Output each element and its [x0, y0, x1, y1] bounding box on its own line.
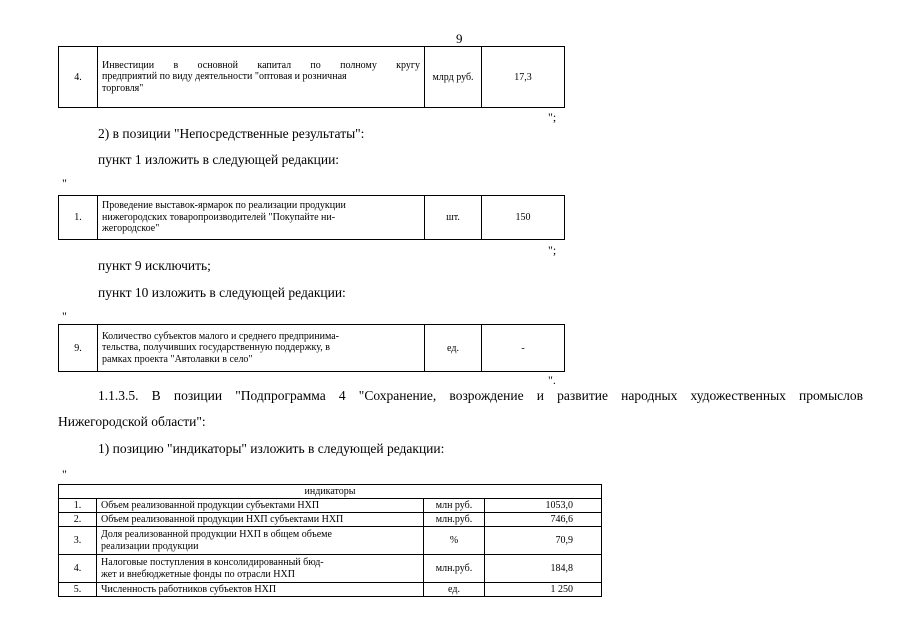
table-row — [59, 583, 602, 597]
paragraph-1-1-3-5-continued: Нижегородской области": — [58, 414, 206, 429]
row-unit: млн.руб. — [424, 513, 485, 527]
row-description — [98, 47, 425, 108]
description-line: рамках проекта "Автолавки в село" — [102, 353, 253, 365]
table-row — [59, 196, 565, 240]
row-value: 1 250 — [485, 583, 602, 597]
row-unit: млн.руб. — [424, 555, 485, 583]
row-number: 3. — [59, 527, 97, 555]
row-description — [97, 555, 424, 583]
indicators-table — [58, 484, 602, 597]
row-number: 4. — [59, 47, 98, 108]
open-quote: " — [62, 309, 67, 323]
table-row — [59, 499, 602, 513]
subjects-table — [58, 324, 565, 372]
row-unit: млрд руб. — [425, 47, 482, 108]
description-line: Налоговые поступления в консолидированный бюд- — [101, 557, 324, 568]
row-value: 746,6 — [485, 513, 602, 527]
row-number: 9. — [59, 325, 98, 372]
row-unit: ед. — [424, 583, 485, 597]
table-row — [59, 513, 602, 527]
row-description: Объем реализованной продукции НХП субъектами НХП — [97, 513, 424, 527]
table-row — [59, 527, 602, 555]
table-row — [59, 47, 565, 108]
row-description — [97, 527, 424, 555]
indicators-header: индикаторы — [59, 485, 602, 499]
description-line: Доля реализованной продукции НХП в общем объеме — [101, 529, 332, 540]
row-value: 70,9 — [485, 527, 602, 555]
row-value: 184,8 — [485, 555, 602, 583]
row-value: 1053,0 — [485, 499, 602, 513]
table-row — [59, 555, 602, 583]
open-quote: " — [62, 467, 67, 481]
row-description — [98, 196, 425, 240]
description-line: Инвестиции в основной капитал по полному кругу — [102, 59, 420, 71]
close-quote: "; — [548, 110, 557, 124]
row-value: - — [482, 325, 565, 372]
description-line: жегородское" — [102, 223, 160, 235]
paragraph-indicators: 1) позицию "индикаторы" изложить в следующей редакции: — [98, 441, 445, 456]
table-header-row — [59, 485, 602, 499]
row-unit: ед. — [425, 325, 482, 372]
row-number: 4. — [59, 555, 97, 583]
row-unit: % — [424, 527, 485, 555]
row-value: 17,3 — [482, 47, 565, 108]
investments-table — [58, 46, 565, 108]
description-line: реализации продукции — [101, 540, 199, 552]
open-quote: " — [62, 176, 67, 190]
row-number: 1. — [59, 499, 97, 513]
row-description — [98, 325, 425, 372]
paragraph-item-10: пункт 10 изложить в следующей редакции: — [98, 285, 346, 300]
row-number: 1. — [59, 196, 98, 240]
fairs-table — [58, 195, 565, 240]
row-description: Объем реализованной продукции субъектами НХП — [97, 499, 424, 513]
description-line: Количество субъектов малого и среднего предпринима- — [102, 330, 340, 342]
row-number: 5. — [59, 583, 97, 597]
paragraph-direct-results: 2) в позиции "Непосредственные результаты": — [98, 126, 365, 141]
paragraph-item-1: пункт 1 изложить в следующей редакции: — [98, 152, 340, 167]
table-row — [59, 325, 565, 372]
close-quote: ". — [548, 373, 556, 387]
row-value: 150 — [482, 196, 565, 240]
description-line: Проведение выставок-ярмарок по реализации продукции — [102, 200, 346, 212]
row-unit: млн руб. — [424, 499, 485, 513]
row-unit: шт. — [425, 196, 482, 240]
description-line: тельства, получивших государственную поддержку, в — [102, 342, 330, 354]
close-quote: "; — [548, 243, 557, 257]
description-line: нижегородских товаропроизводителей "Покупайте ни- — [102, 211, 336, 223]
description-line: предприятий по виду деятельности "оптовая и розничная — [102, 71, 347, 83]
paragraph-item-9: пункт 9 исключить; — [98, 258, 211, 273]
row-number: 2. — [59, 513, 97, 527]
row-description: Численность работников субъектов НХП — [97, 583, 424, 597]
page-number: 9 — [456, 31, 463, 46]
description-line: жет и внебюджетные фонды по отрасли НХП — [101, 568, 295, 580]
description-line: торговля" — [102, 82, 144, 94]
paragraph-1-1-3-5: 1.1.3.5. В позиции "Подпрограмма 4 "Сохранение, возрождение и развитие народных художественных промыслов — [98, 388, 863, 403]
